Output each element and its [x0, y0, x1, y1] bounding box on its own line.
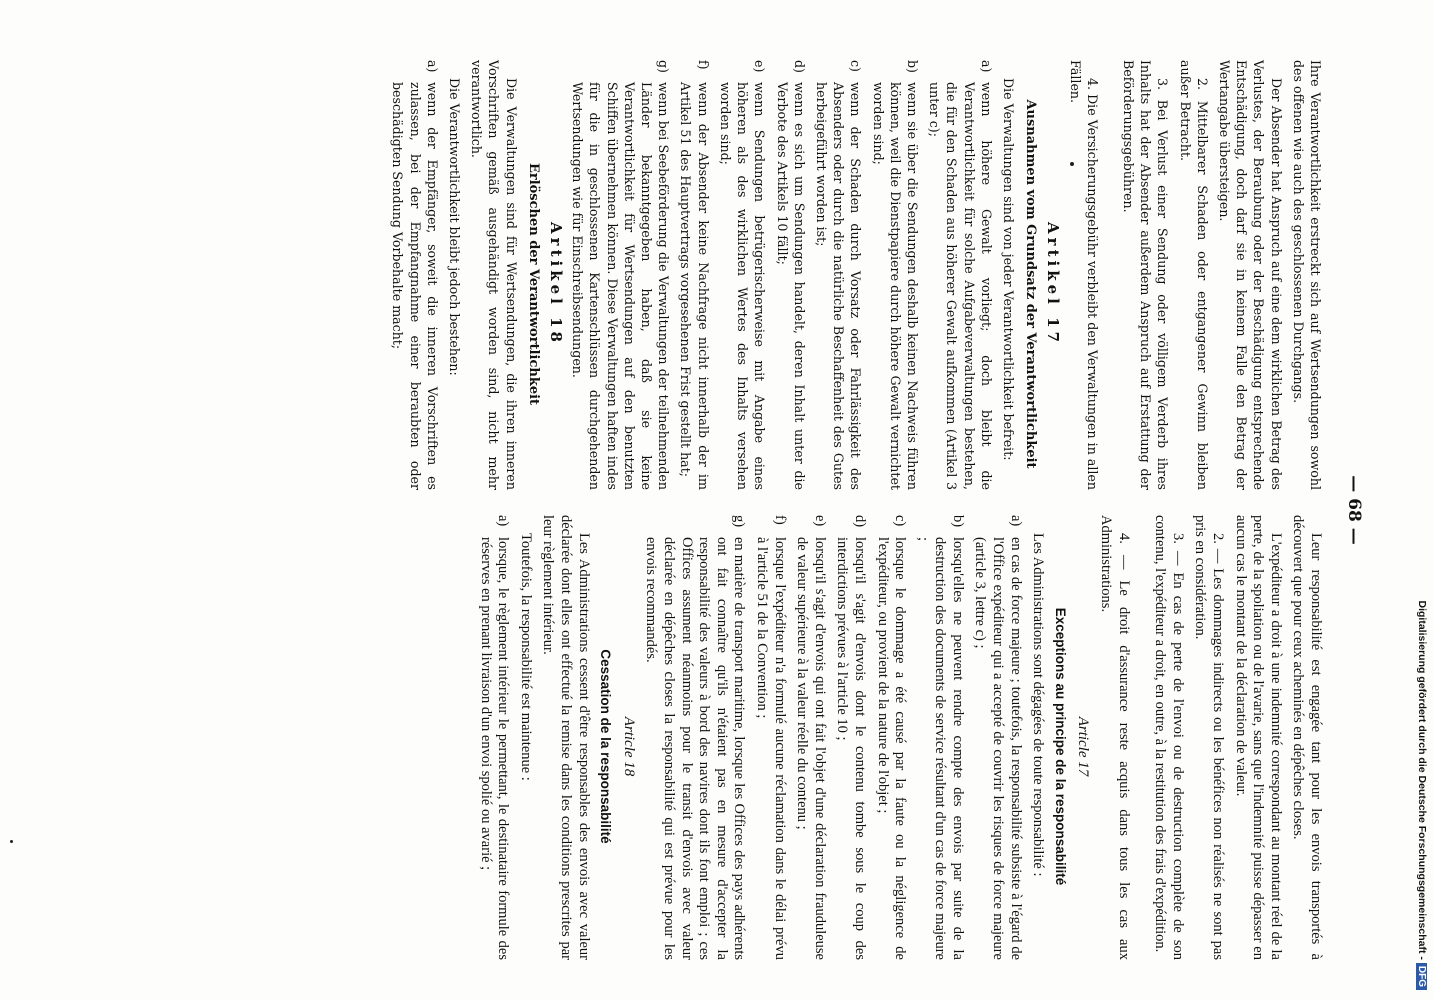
- fr-item-f: f) lorsque l'expéditeur n'a formulé aucune réclamation dans le délai prévu à l'article 51 de la Convention ;: [753, 515, 788, 960]
- german-column: [384, 60, 1324, 490]
- dfg-logo: DFG: [1416, 963, 1427, 990]
- fr-intro-4: 3. — En cas de perte de l'envoi ou de destruction complète de son contenu, l'expéditeur a droit, en outre, à la restitution des frais d'expédition.: [1152, 515, 1186, 960]
- fr-article-17-title: Article 17: [1075, 716, 1092, 777]
- de-item-a: a) wenn höhere Gewalt vorliegt; doch bleibt die Verantwortlichkeit für solche Aufgabeverwaltungen bestehen, die für den Schaden aus höherer Gewalt aufkommen (Artikel 3 unter c);: [927, 60, 994, 490]
- de-article-18-intro: Die Verwaltungen sind für Wertsendungen, die ihren inneren Vorschriften gemäß ausgehändigt worden sind, nicht mehr verantwortlich.: [469, 60, 519, 490]
- de-item-e: e) wenn Sendungen betrügerischerweise mit Angabe eines höheren als des wirklichen Wertes des Inhalts versehen worden sind;: [717, 60, 768, 490]
- de-18-item-a: a) wenn der Empfänger, soweit die inneren Vorschriften es zulassen, bei der Empfangnahme einer beraubten oder beschädigten Sendung Vorbehalte macht;: [390, 60, 440, 490]
- digitization-credit: [1406, 10, 1430, 990]
- de-item-b: b) wenn sie über die Sendungen deshalb keinen Nachweis führen können, weil die Dienstpapiere durch höhere Gewalt vernichtet worden sind;: [870, 60, 920, 490]
- fr-article-17-heading: Exceptions au principe de la responsabilité: [1052, 607, 1068, 886]
- fr-item-d: d) lorsqu'il s'agit d'envois dont le contenu tombe sous le coup des interdictions prévues à l'article 10 ;: [834, 515, 868, 960]
- credit-text: Digitalisierung gefördert durch die Deutsche Forschungsgemeinschaft -: [1416, 600, 1428, 960]
- fr-item-g: g) en matière de transport maritime, lorsque les Offices des pays adhérents ont fait connaître qu'ils n'étaient pas en mesure d'accepter la responsabilité des valeurs à bord des navires dont ils font emploi ; ces Offices assument néanmoins pour le transit d'envois avec valeur déclarée en dépêches closes la responsabilité qui est prévue pour les envois recommandés.: [643, 515, 748, 960]
- fr-article-18-title: Article 18: [620, 716, 637, 777]
- fr-item-c: c) lorsque le dommage a été causé par la faute ou la négligence de l'expéditeur, ou provient de la nature de l'objet ;: [874, 515, 909, 960]
- de-article-17-heading: Ausnahmen vom Grundsatz der Verantwortlichkeit: [1023, 99, 1039, 469]
- de-intro-3: 2. Mittelbarer Schaden oder entgangener Gewinn bleiben außer Betracht.: [1177, 60, 1210, 490]
- speck: [10, 840, 13, 843]
- de-article-18-title: Artikel 18: [547, 222, 566, 346]
- de-item-c: c) wenn der Schaden durch Vorsatz oder Fahrlässigkeit des Absenders oder durch die natürliche Beschaffenheit des Gutes herbeigeführt worden ist;: [813, 60, 864, 490]
- fr-intro-5: 4. — Le droit d'assurance reste acquis dans tous les cas aux Administrations.: [1098, 515, 1132, 960]
- de-intro-2: Der Absender hat Anspruch auf eine dem wirklichen Betrag des Verlustes, der Beraubung oder der Beschädigung entsprechende Entschädigung, doch darf sie in keinem Falle den Betrag der Wertangabe übersteigen.: [1216, 60, 1284, 490]
- french-column: [471, 515, 1324, 960]
- fr-18-item-a: a) lorsque, le règlement intérieur le permettant, le destinataire formule des réserves en prenant livraison d'un envoi spolié ou avarié ;: [477, 515, 512, 960]
- de-item-d: d) wenn es sich um Sendungen handelt, deren Inhalt unter die Verbote des Artikels 10 fällt;: [774, 60, 807, 490]
- de-intro-1: Ihre Verantwortlichkeit erstreckt sich auf Wertsendungen sowohl des offenen wie auch des geschlossenen Durchgangs.: [1290, 60, 1323, 490]
- fr-item-b: b) lorsqu'elles ne peuvent rendre compte des envois par suite de la destruction des documents de service résultant d'un cas de force majeure ;: [914, 515, 966, 960]
- fr-article-17-intro: Les Administrations sont dégagées de toute responsabilité :: [1030, 533, 1047, 877]
- fr-intro-2: L'expéditeur a droit à une indemnité correspondant au montant réel de la perte, de la spoliation ou de l'avarie, sans que l'indemnité puisse dépasser en aucun cas le montant de la déclaration de valeur.: [1232, 515, 1284, 960]
- de-item-g: g) wenn bei Seebeförderung die Verwaltungen der teilnehmenden Länder bekanntgegeben haben, daß sie keine Verantwortlichkeit für Wertsendungen auf den benutzten Schiffen übernehmen können. Diese Verwaltungen haften indes für die in geschlossenen Kartenschlüssen durchgehenden Wertsendungen wie für Einschreibsendungen.: [570, 60, 672, 490]
- fr-intro-3: 2. — Les dommages indirects ou les bénéfices non réalisés ne sont pas pris en considération.: [1192, 515, 1227, 960]
- de-item-f: f) wenn der Absender keine Nachfrage nicht innerhalb der im Artikel 51 des Hauptvertrags vorgesehenen Frist gestellt hat;: [678, 60, 711, 490]
- fr-intro-1: Leur responsabilité est engagée tant pour les envois transportés à découvert que pour ceux acheminés en dépêches closes.: [1290, 515, 1324, 960]
- fr-item-e: e) lorsqu'il s'agit d'envois qui ont fait l'objet d'une déclaration frauduleuse de valeur supérieure à la valeur réelle du contenu ;: [794, 515, 828, 960]
- fr-article-18-intro: Les Administrations cessent d'être responsables des envois avec valeur déclarée dont elles ont effectué la remise dans les conditions prescrites par leur règlement intérieur.: [540, 515, 592, 960]
- fr-article-18-heading: Cessation de la responsabilité: [598, 649, 614, 844]
- fr-item-a: a) en cas de force majeure ; toutefois, la responsabilité subsiste à l'égard de l'Office expéditeur qui a accepté de couvrir les risques de force majeure (article 3, lettre c) ;: [972, 515, 1024, 960]
- de-intro-5: 4. Die Versicherungsgebühr verbleibt den Verwaltungen in allen Fällen.: [1067, 60, 1100, 490]
- fr-article-18-keep: Toutefois, la responsabilité est maintenue :: [517, 533, 534, 781]
- de-article-17-title: Artikel 17: [1044, 222, 1063, 346]
- de-article-18-heading: Erlöschen der Verantwortlichkeit: [525, 162, 541, 406]
- page-number: — 68 —: [1344, 475, 1364, 545]
- de-intro-4: 3. Bei Verlust einer Sendung oder völligem Verderb ihres Inhalts hat der Absender außerdem Anspruch auf Erstattung der Beförderungsgebühren.: [1120, 60, 1171, 490]
- rotated-page-content: [44, 60, 1364, 960]
- de-article-18-keep: Die Verantwortlichkeit bleibt jedoch bestehen:: [447, 78, 463, 376]
- de-article-17-intro: Die Verwaltungen sind von jeder Verantwortlichkeit befreit:: [1000, 78, 1016, 461]
